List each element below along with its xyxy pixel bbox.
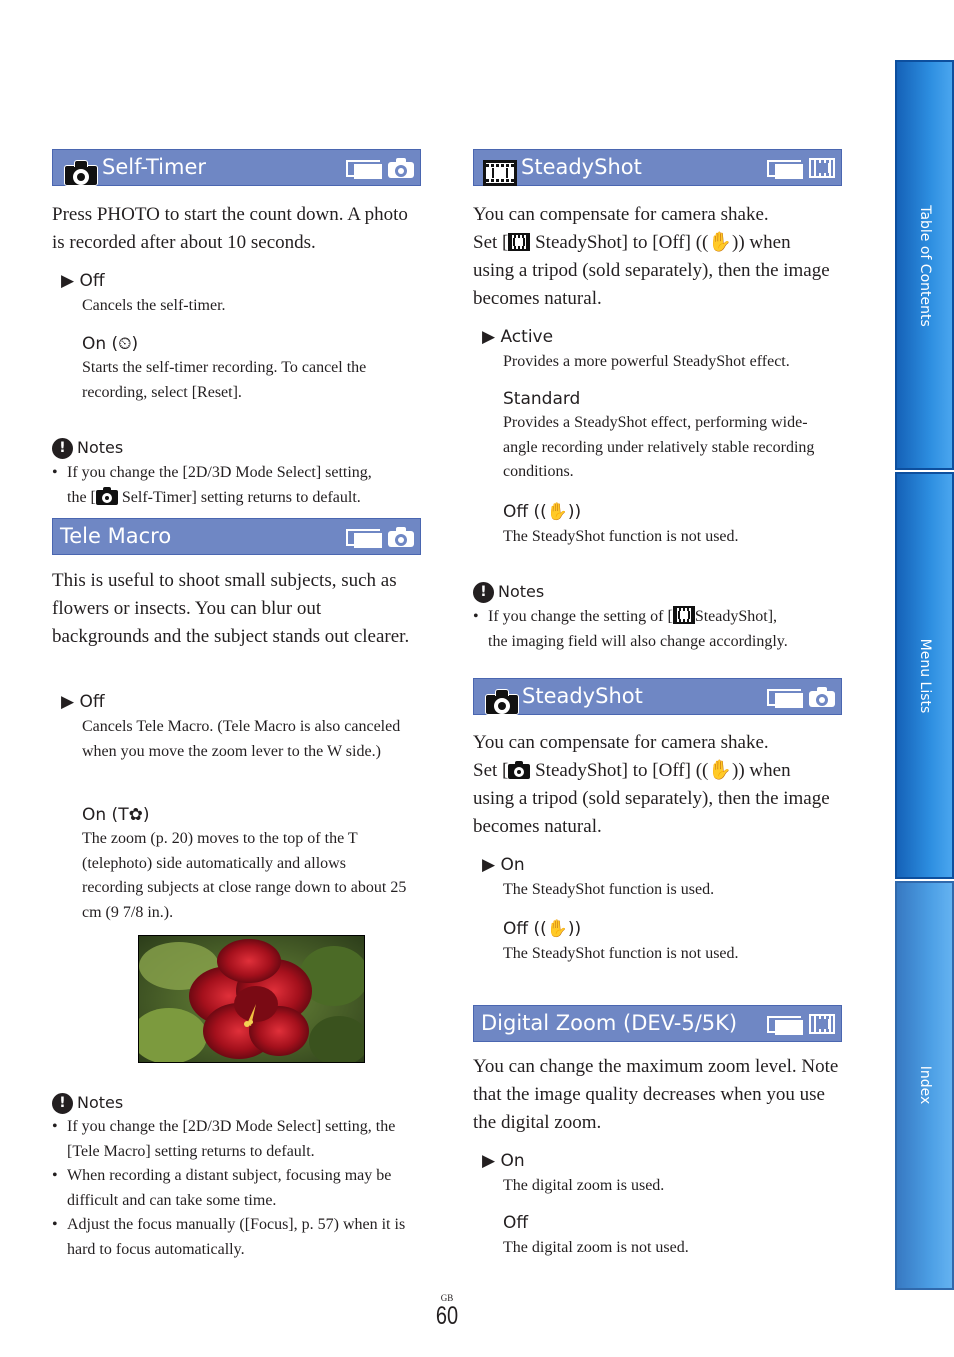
steadyshot-photo-opt-on-desc: The SteadyShot function is used. bbox=[503, 881, 715, 898]
steadyshot-photo-opt-on: ▶ On bbox=[482, 855, 525, 875]
notes-label: Notes bbox=[77, 1093, 124, 1112]
camera-icon bbox=[388, 527, 414, 547]
self-timer-opt-on-desc: Starts the self-timer recording. To cancel the recording, select [Reset]. bbox=[82, 359, 367, 401]
page-number bbox=[433, 1293, 461, 1329]
steadyshot-photo-title: SteadyShot bbox=[522, 684, 643, 708]
digital-zoom-header bbox=[473, 1005, 842, 1042]
list-item: • If you change the setting of [ SteadyShot], the imaging field will also change accordingly. bbox=[473, 605, 843, 654]
steadyshot-movie-opt-active: ▶ Active bbox=[482, 327, 554, 347]
film-icon bbox=[809, 1014, 835, 1034]
tele-macro-notes bbox=[52, 1115, 422, 1262]
tape-icon bbox=[346, 526, 382, 548]
notes-icon: ! bbox=[473, 582, 494, 603]
digital-zoom-opt-off-desc: The digital zoom is not used. bbox=[503, 1239, 689, 1256]
film-icon bbox=[508, 233, 530, 251]
tape-icon bbox=[767, 686, 803, 708]
camera-icon bbox=[485, 684, 519, 719]
film-icon bbox=[483, 155, 517, 190]
notes-label: Notes bbox=[77, 438, 124, 457]
tele-macro-opt-on: On (T✿) bbox=[82, 805, 150, 825]
hibiscus-photo bbox=[138, 935, 365, 1063]
steadyshot-movie-header bbox=[473, 149, 842, 186]
tab-label: Menu Lists bbox=[916, 638, 933, 714]
tab-menu-lists[interactable] bbox=[895, 472, 954, 879]
film-icon bbox=[809, 158, 835, 178]
notes-label: Notes bbox=[498, 582, 545, 601]
steadyshot-movie-title: SteadyShot bbox=[521, 155, 642, 179]
camera-icon bbox=[388, 158, 414, 178]
tab-table-of-contents[interactable] bbox=[895, 60, 954, 470]
camera-icon bbox=[96, 487, 118, 505]
steadyshot-photo-body: You can compensate for camera shake. Set [ SteadyShot] to [Off] ((✋)) when using a tripod (sold separately), then the image becomes natural. bbox=[473, 732, 830, 837]
tele-macro-opt-on-desc: The zoom (p. 20) moves to the top of the T (telephoto) side automatically and allows recording subjects at close range down to about 25 cm (9 7/8 in.). bbox=[82, 830, 407, 921]
digital-zoom-body: You can change the maximum zoom level. Note that the image quality decreases when you use the digital zoom. bbox=[473, 1056, 839, 1133]
self-timer-opt-off: ▶ Off bbox=[61, 271, 105, 291]
tele-macro-opt-off: ▶ Off bbox=[61, 692, 105, 712]
steadyshot-photo-opt-off-desc: The SteadyShot function is not used. bbox=[503, 945, 739, 962]
region-code: GB bbox=[440, 1293, 454, 1303]
tape-icon bbox=[767, 157, 803, 179]
digital-zoom-opt-on-desc: The digital zoom is used. bbox=[503, 1177, 665, 1194]
steadyshot-movie-opt-off-desc: The SteadyShot function is not used. bbox=[503, 528, 739, 545]
notes-icon: ! bbox=[52, 1093, 73, 1114]
tele-macro-body: This is useful to shoot small subjects, such as flowers or insects. You can blur out backgrounds and the subject stands out clearer. bbox=[52, 570, 410, 647]
steadyshot-photo-header bbox=[473, 678, 842, 715]
tab-label: Table of Contents bbox=[916, 205, 933, 327]
self-timer-notes-heading bbox=[52, 437, 123, 459]
self-timer-body: Press PHOTO to start the count down. A photo is recorded after about 10 seconds. bbox=[52, 204, 408, 253]
steadyshot-movie-body: You can compensate for camera shake. Set [ SteadyShot] to [Off] ((✋)) when using a tripod (sold separately), then the image becomes natural. bbox=[473, 204, 830, 309]
camera-icon bbox=[64, 155, 98, 190]
self-timer-notes bbox=[52, 461, 422, 510]
tele-macro-header bbox=[52, 518, 421, 555]
steadyshot-movie-opt-off: Off ((✋)) bbox=[503, 502, 582, 522]
list-item: • If you change the [2D/3D Mode Select] setting, the [Tele Macro] setting returns to default. bbox=[52, 1115, 422, 1164]
page-number-value: 60 bbox=[435, 1302, 459, 1330]
film-icon bbox=[673, 606, 695, 624]
steadyshot-movie-opt-standard: Standard bbox=[503, 389, 581, 409]
list-item: • Adjust the focus manually ([Focus], p. 57) when it is hard to focus automatically. bbox=[52, 1213, 422, 1262]
list-item: • If you change the [2D/3D Mode Select] setting, the [ Self-Timer] setting returns to default. bbox=[52, 461, 422, 510]
steadyshot-notes bbox=[473, 605, 843, 654]
tab-index[interactable] bbox=[895, 881, 954, 1290]
self-timer-title: Self-Timer bbox=[102, 155, 207, 179]
digital-zoom-opt-off: Off bbox=[503, 1213, 529, 1233]
notes-icon: ! bbox=[52, 438, 73, 459]
tape-icon bbox=[767, 1013, 803, 1035]
tape-icon bbox=[346, 157, 382, 179]
tele-macro-notes-heading bbox=[52, 1092, 123, 1114]
tab-label: Index bbox=[916, 1065, 933, 1105]
digital-zoom-title: Digital Zoom (DEV-5/5K) bbox=[481, 1011, 738, 1035]
self-timer-header bbox=[52, 149, 421, 186]
digital-zoom-opt-on: ▶ On bbox=[482, 1151, 525, 1171]
tele-macro-opt-off-desc: Cancels Tele Macro. (Tele Macro is also canceled when you move the zoom lever to the W side.) bbox=[82, 718, 401, 760]
tele-macro-title: Tele Macro bbox=[60, 524, 172, 548]
self-timer-opt-off-desc: Cancels the self-timer. bbox=[82, 297, 226, 314]
list-item: • When recording a distant subject, focusing may be difficult and can take some time. bbox=[52, 1164, 422, 1213]
camera-icon bbox=[508, 761, 530, 779]
camera-icon bbox=[809, 687, 835, 707]
steadyshot-movie-opt-active-desc: Provides a more powerful SteadyShot effect. bbox=[503, 353, 790, 370]
self-timer-opt-on: On (⏲) bbox=[82, 334, 139, 354]
steadyshot-movie-opt-standard-desc: Provides a SteadyShot effect, performing wide-angle recording under relatively stable recording conditions. bbox=[503, 414, 815, 480]
steadyshot-notes-heading bbox=[473, 581, 544, 603]
steadyshot-photo-opt-off: Off ((✋)) bbox=[503, 919, 582, 939]
